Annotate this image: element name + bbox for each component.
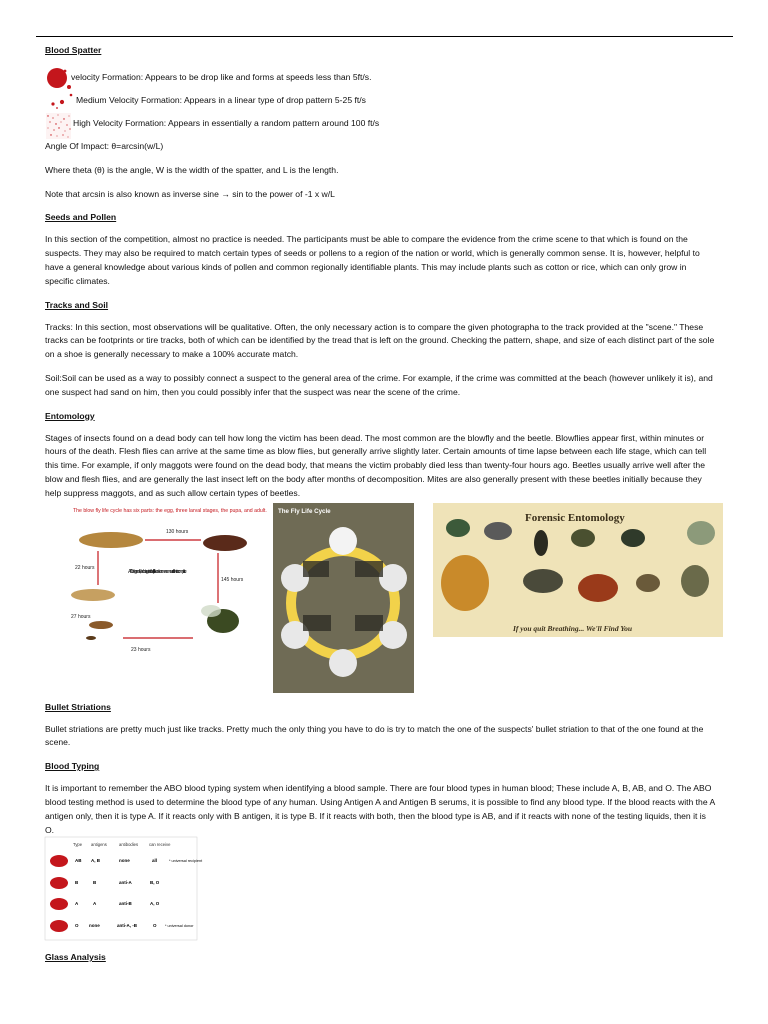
soil-text: Soil:Soil can be used as a way to possibly connect a suspect to the general area of the crime. For example, if the crime was committed at the beach (however unlikely it is), and one suspect had sand on him, then you could possibly infer that the suspect was near the scene of the crime. — [45, 372, 713, 397]
blood-row2-type: B — [75, 880, 79, 886]
blowfly-life-cycle-figure — [53, 503, 267, 663]
glass-analysis-heading: Glass Analysis — [45, 952, 106, 963]
fig3-tagline: If you quit Breathing... We'll Find You — [513, 623, 632, 633]
fig3-title: Forensic Entomology — [525, 511, 625, 524]
blood-row2-antigens: B — [93, 880, 97, 886]
entomology-text: Stages of insects found on a dead body can tell how long the victim has been dead. The most common are the blowfly and the beetle. Blowflies appear first, within minutes or hours of the death. Flesh flies can arrive at the same time as blow flies, but generally arrive slightly later. Certain amounts of time lapse between each life stage, which can tell this time. For example, if only maggots were found on the dead body, that means the victim probably died less than twenty-four hours ago. Beetles usually arrive well after the blow and flesh flies, and are generally the last insect left on the body after months of decomposition. Mites are also generally present with these beetles initially because they help suppress maggots, and as such allow certain types of beetles. — [45, 432, 707, 498]
fig1-t145: 145 hours — [221, 576, 244, 583]
entomology-heading: Entomology — [45, 410, 95, 421]
high-velocity-text: High Velocity Formation: Appears in essentially a random pattern around 100 ft/s — [73, 117, 380, 128]
fig1-t22: 22 hours — [75, 564, 95, 571]
top-rule — [36, 36, 733, 37]
theta-definition-text: Where theta (θ) is the angle, W is the width of the spatter, and L is the length. — [45, 164, 339, 175]
fig1-t27: 27 hours — [71, 613, 91, 620]
bullet-striations-text: Bullet striations are pretty much just like tracks. Pretty much the only thing you have to do is try to match the one of the suspects' bullet striation to that of the one found at the scene. — [45, 723, 704, 748]
arcsin-note-text: Note that arcsin is also known as inverse sine → sin to the power of -1 x w/L — [45, 188, 335, 199]
high-velocity-row — [45, 112, 715, 135]
blood-row3-antigens: A — [93, 901, 97, 907]
fig2-title: The Fly Life Cycle — [278, 507, 331, 515]
blood-row1-antibodies: none — [119, 858, 130, 864]
blood-typing-heading: Blood Typing — [45, 761, 100, 772]
blood-row4-receive: O — [153, 923, 157, 929]
forensic-entomology-poster — [433, 503, 723, 637]
blood-col-antigens: antigens — [91, 842, 107, 848]
blood-row1-receive: all — [152, 858, 158, 864]
blood-row2-receive: B, O — [150, 880, 160, 886]
seeds-pollen-text: In this section of the competition, almost no practice is needed. The participants must be able to compare the evidence from the crime scene to that which is found on the suspects. They may also be required to match certain types of seeds or pollens to a region of the nation or world, which is generally common sense. It is, however, helpful to have a general knowledge about various kinds of pollen and common regionally identifiable plants. This may include plants such as cotton or rice, which can only grow in specific climates. — [45, 234, 700, 286]
tracks-soil-heading: Tracks and Soil — [45, 299, 109, 310]
blood-typing-text: It is important to remember the ABO blood typing system when identifying a blood sample. There are four blood types in human blood; These include A, B, AB, and O. The ABO blood testing method is used to determine the blood type of any human. Using Antigen A and Antigen B serums, it is possible to find any blood type. If the blood reacts with the A antigen only, then it is type A. If it reacts only with B antigen, it is type B. If it reacts with both, then the blood type is AB, and if it reacts with none of the testing liquids, then it is O. — [45, 783, 715, 835]
seeds-pollen-heading: Seeds and Pollen — [45, 212, 117, 223]
blood-row4-note: * universal donor — [165, 924, 194, 929]
entomology-figures — [45, 503, 715, 695]
blood-row3-type: A — [75, 901, 79, 907]
blood-row4-antigens: none — [89, 923, 100, 929]
fig1-t23: 23 hours — [131, 646, 151, 653]
document-body — [45, 44, 715, 973]
medium-velocity-row — [45, 89, 715, 112]
high-velocity-spatter-icon — [45, 113, 73, 135]
medium-velocity-spatter-icon — [45, 90, 76, 112]
fig1-caption-line1: The blow fly life cycle has six parts: the egg, three larval stages, the pupa, and adult. — [73, 507, 267, 514]
blood-row1-type: AB — [75, 858, 82, 864]
tracks-text: Tracks: In this section, most observations will be qualitative. Often, the only necessary action is to compare the given photographa to the track provided at the "scene." These tracks can be footprints or tire tracks, both of which can be identified by the tread that is left on the ground. Checking the pattern, shape, and size of each distinct part of the sole on a shoe is generally necessary to make a 100% accurate match. — [45, 321, 715, 360]
blood-row3-antibodies: anti-B — [119, 901, 132, 907]
angle-of-impact-text: Angle Of Impact: θ=arcsin(w/L) — [45, 141, 164, 151]
fig1-note: At 70 degrees F, each stage in a blow fly's life takes a known amount of time to complete... — [128, 568, 187, 575]
bullet-striations-heading: Bullet Striations — [45, 701, 111, 712]
low-velocity-row — [45, 66, 715, 89]
blood-col-antibodies: antibodies — [119, 842, 139, 848]
fig1-t130: 130 hours — [166, 528, 189, 535]
low-velocity-text: velocity Formation: Appears to be drop like and forms at speeds less than 5ft/s. — [71, 71, 372, 82]
low-velocity-spatter-icon — [45, 67, 71, 89]
blood-row4-type: O — [75, 923, 79, 929]
blood-type-table — [45, 837, 715, 945]
blood-spatter-heading: Blood Spatter — [45, 45, 102, 55]
blood-row1-note: * universal recipient — [169, 859, 203, 864]
blood-row4-antibodies: anti-A, -B — [117, 923, 137, 929]
blood-row3-receive: A, O — [150, 901, 160, 907]
blood-row1-antigens: A, B — [91, 858, 100, 864]
fly-life-cycle-figure — [273, 503, 414, 693]
blood-row2-antibodies: anti-A — [119, 880, 132, 886]
medium-velocity-text: Medium Velocity Formation: Appears in a linear type of drop pattern 5-25 ft/s — [76, 94, 366, 105]
blood-col-receive: can receive — [149, 842, 171, 848]
blood-col-type: Type — [73, 842, 83, 848]
